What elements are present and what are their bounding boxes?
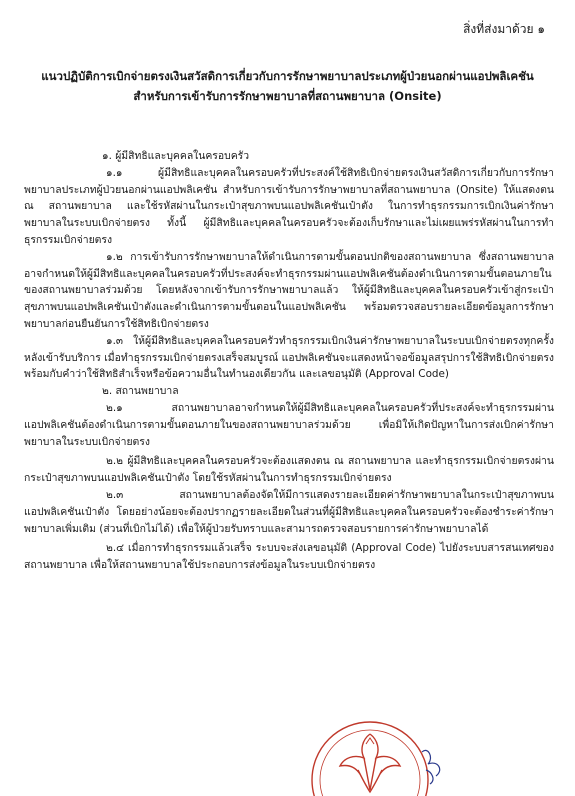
paragraph-1-2: ๑.๒ การเข้ารับการรักษาพยาบาลให้ดำเนินการตามขั้นตอนปกติของสถานพยาบาล ซึ่งสถานพยาบาลอาจกำหนดให้ผู้มีสิทธิและบุคคลในครอบครัวที่ประสงค์จะทำธุรกรรมผ่านแอปพลิเคชันต้องดำเนินการตามขั้นตอนภายในของสถานพยาบาลร่วมด้วย โดยหลังจากเข้ารับการรักษาพยาบาลแล้ว ให้ผู้มีสิทธิและบุคคลในครอบครัวเข้าสู่กระเป๋าสุขภาพบนแอปพลิเคชันเป๋าตังและดำเนินการตามขั้นตอนในแอปพลิเคชัน พร้อมตรวจสอบรายละเอียดข้อมูลการรักษาพยาบาลก่อนยืนยันการใช้สิทธิเบิกจ่ายตรง bbox=[24, 250, 554, 330]
paragraph-1-3: ๑.๓ ให้ผู้มีสิทธิและบุคคลในครอบครัวทำธุรกรรมเบิกเงินค่ารักษาพยาบาลในระบบเบิกจ่ายตรงทุกครั้งหลังเข้ารับบริการ เมื่อทำธุรกรรมเบิกจ่ายตรงเสร็จสมบูรณ์ แอปพลิเคชันจะแสดงหน้าจอข้อมูลสรุปการใช้สิทธิเบิกจ่ายตรง พร้อมกับคำว่าใช้สิทธิสำเร็จหรือข้อความอื่นในทำนองเดียวกัน และเลขอนุมัติ (Approval Code) bbox=[24, 334, 554, 381]
garuda-seal-icon bbox=[310, 700, 460, 796]
paragraph-2-3: ๒.๓ สถานพยาบาลต้องจัดให้มีการแสดงรายละเอียดค่ารักษาพยาบาลในกระเป๋าสุขภาพบนแอปพลิเคชันเป๋าตัง โดยอย่างน้อยจะต้องปรากฏรายละเอียดในส่วนที่ผู้มีสิทธิและบุคคลในครอบครัวจะต้องชำระค่ารักษาพยาบาลเพิ่มเติม (ส่วนที่เบิกไม่ได้) เพื่อให้ผู้ป่วยรับทราบและสามารถตรวจสอบรายการค่ารักษาพยาบาลได้ bbox=[24, 488, 554, 535]
attachment-label: สิ่งที่ส่งมาด้วย ๑ bbox=[463, 22, 545, 36]
document-body bbox=[24, 148, 554, 574]
paragraph-2-1: ๒.๑ สถานพยาบาลอาจกำหนดให้ผู้มีสิทธิและบุคคลในครอบครัวที่ประสงค์จะทำธุรกรรมผ่านแอปพลิเคชันต้องดำเนินการตามขั้นตอนภายในของสถานพยาบาลร่วมด้วย เพื่อมิให้เกิดปัญหาในการส่งเบิกค่ารักษาพยาบาลในระบบเบิกจ่ายตรง bbox=[24, 401, 554, 448]
title-line-2: สำหรับการเข้ารับการรักษาพยาบาลที่สถานพยาบาล (Onsite) bbox=[133, 89, 442, 103]
title-line-1: แนวปฏิบัติการเบิกจ่ายตรงเงินสวัสดิการเกี่ยวกับการรักษาพยาบาลประเภทผู้ป่วยนอกผ่านแอปพลิเคชัน bbox=[41, 69, 534, 83]
paragraph-2-4: ๒.๔ เมื่อการทำธุรกรรมแล้วเสร็จ ระบบจะส่งเลขอนุมัติ (Approval Code) ไปยังระบบสารสนเทศของสถานพยาบาล เพื่อให้สถานพยาบาลใช้ประกอบการส่งข้อมูลในระบบเบิกจ่ายตรง bbox=[24, 542, 554, 572]
section-1-heading: ๑. ผู้มีสิทธิและบุคคลในครอบครัว bbox=[102, 150, 250, 162]
document-title bbox=[0, 66, 575, 106]
paragraph-2-2: ๒.๒ ผู้มีสิทธิและบุคคลในครอบครัวจะต้องแสดงตน ณ สถานพยาบาล และทำธุรกรรมเบิกจ่ายตรงผ่านกระเป๋าสุขภาพบนแอปพลิเคชันเป๋าตัง โดยใช้รหัสผ่านในการทำธุรกรรมเบิกจ่ายตรง bbox=[24, 455, 554, 485]
paragraph-1-1: ๑.๑ ผู้มีสิทธิและบุคคลในครอบครัวที่ประสงค์ใช้สิทธิเบิกจ่ายตรงเงินสวัสดิการเกี่ยวกับการรักษาพยาบาลประเภทผู้ป่วยนอกผ่านแอปพลิเคชัน สำหรับการเข้ารับการรักษาพยาบาลที่สถานพยาบาล (Onsite) ให้แสดงตน ณ สถานพยาบาล และใช้รหัสผ่านในกระเป๋าสุขภาพบนแอปพลิเคชันเป๋าตัง ในการทำธุรกรรมการเบิกเงินค่ารักษาพยาบาลในระบบเบิกจ่ายตรง ทั้งนี้ ผู้มีสิทธิและบุคคลในครอบครัวจะต้องเก็บรักษาและไม่เผยแพร่รหัสผ่านในการทำธุรกรรมเบิกจ่ายตรง bbox=[24, 166, 554, 246]
section-2-heading: ๒. สถานพยาบาล bbox=[102, 385, 179, 398]
